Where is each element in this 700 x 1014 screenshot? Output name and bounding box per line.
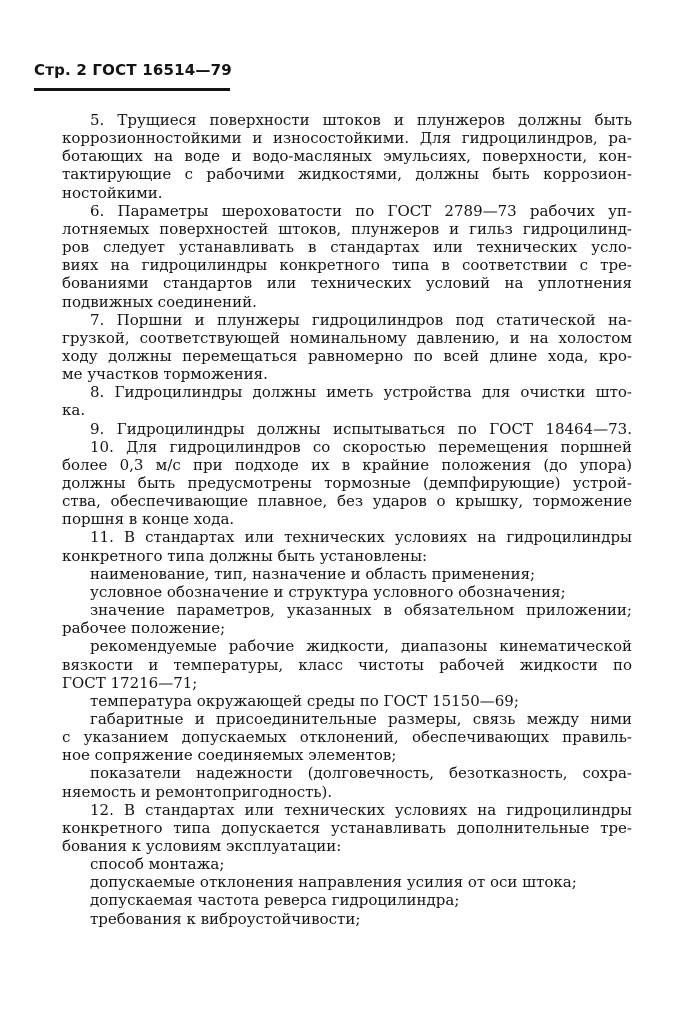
text-line: наименование, тип, назначение и область применения; (90, 564, 536, 583)
text-line: ров следует устанавливать в стандартах или технических усло- (62, 238, 632, 257)
text-line: ства, обеспечивающие плавное, без ударов о крышку, торможение (62, 492, 632, 511)
running-header: Стр. 2 ГОСТ 16514—79 (34, 61, 232, 79)
text-line: тактирующие с рабочими жидкостями, должны быть коррозион- (62, 165, 632, 184)
text-line: ботающих на воде и водо-масляных эмульсиях, поверхности, кон- (62, 147, 632, 166)
text-line: более 0,3 м/с при подходе их в крайние положения (до упора) (62, 455, 632, 474)
text-line: ГОСТ 17216—71; (62, 673, 198, 692)
text-line: показатели надежности (долговечность, безотказность, сохра- (90, 764, 632, 783)
text-line: 5. Трущиеся поверхности штоков и плунжеров должны быть (90, 111, 632, 129)
text-line: бования к условиям эксплуатации: (62, 837, 342, 855)
text-line: няемость и ремонтопригодность). (62, 782, 333, 801)
text-line: допускаемые отклонения направления усилия от оси штока; (90, 873, 577, 892)
text-line: ка. (62, 401, 86, 420)
text-line: конкретного типа допускается устанавливать дополнительные тре- (62, 818, 632, 837)
text-line: ностойкими. (62, 183, 163, 202)
text-line: ходу должны перемещаться равномерно по всей длине хода, кро- (62, 346, 632, 365)
text-line: вязкости и температуры, класс чистоты рабочей жидкости по (62, 655, 632, 674)
text-line: габаритные и присоединительные размеры, связь между ними (90, 709, 632, 728)
text-line: рекомендуемые рабочие жидкости, диапазоны кинематической (90, 637, 632, 656)
text-line: поршня в конце хода. (62, 510, 235, 529)
text-line: ное сопряжение соединяемых элементов; (62, 746, 397, 765)
text-line: 9. Гидроцилиндры должны испытываться по ГОСТ 18464—73. (90, 419, 632, 438)
text-line: бованиями стандартов или технических условий на уплотнения (62, 274, 632, 293)
text-line: 6. Параметры шероховатости по ГОСТ 2789—73 рабочих уп- (90, 201, 632, 220)
text-line: подвижных соединений. (62, 292, 257, 311)
text-line: грузкой, соответствующей номинальному давлению, и на холостом (62, 328, 632, 347)
text-line: должны быть предусмотрены тормозные (демпфирующие) устрой- (62, 474, 632, 492)
text-line: условное обозначение и структура условного обозначения; (90, 582, 566, 601)
text-line: 7. Поршни и плунжеры гидроцилиндров под статической на- (90, 310, 632, 329)
text-line: значение параметров, указанных в обязательном приложении; (90, 601, 632, 620)
text-line: конкретного типа должны быть установлены: (62, 546, 428, 565)
text-line: ме участков торможения. (62, 365, 268, 384)
text-line: виях на гидроцилиндры конкретного типа в соответствии с тре- (62, 256, 632, 275)
text-line: с указанием допускаемых отклонений, обеспечивающих правиль- (62, 728, 632, 747)
text-line: коррозионностойкими и износостойкими. Для гидроцилиндров, ра- (62, 129, 632, 148)
text-line: способ монтажа; (90, 855, 225, 874)
text-line: 11. В стандартах или технических условиях на гидроцилиндры (90, 528, 632, 547)
text-line: рабочее положение; (62, 619, 226, 638)
text-line: лотняемых поверхностей штоков, плунжеров и гильз гидроцилинд- (62, 219, 632, 238)
text-line: 10. Для гидроцилиндров со скоростью перемещения поршней (90, 437, 632, 456)
text-line: 8. Гидроцилиндры должны иметь устройства для очистки што- (90, 383, 632, 402)
text-line: 12. В стандартах или технических условиях на гидроцилиндры (90, 800, 632, 819)
text-line: допускаемая частота реверса гидроцилиндра; (90, 891, 460, 910)
text-line: требования к виброустойчивости; (90, 909, 361, 928)
text-line: температура окружающей среды по ГОСТ 15150—69; (90, 691, 519, 710)
